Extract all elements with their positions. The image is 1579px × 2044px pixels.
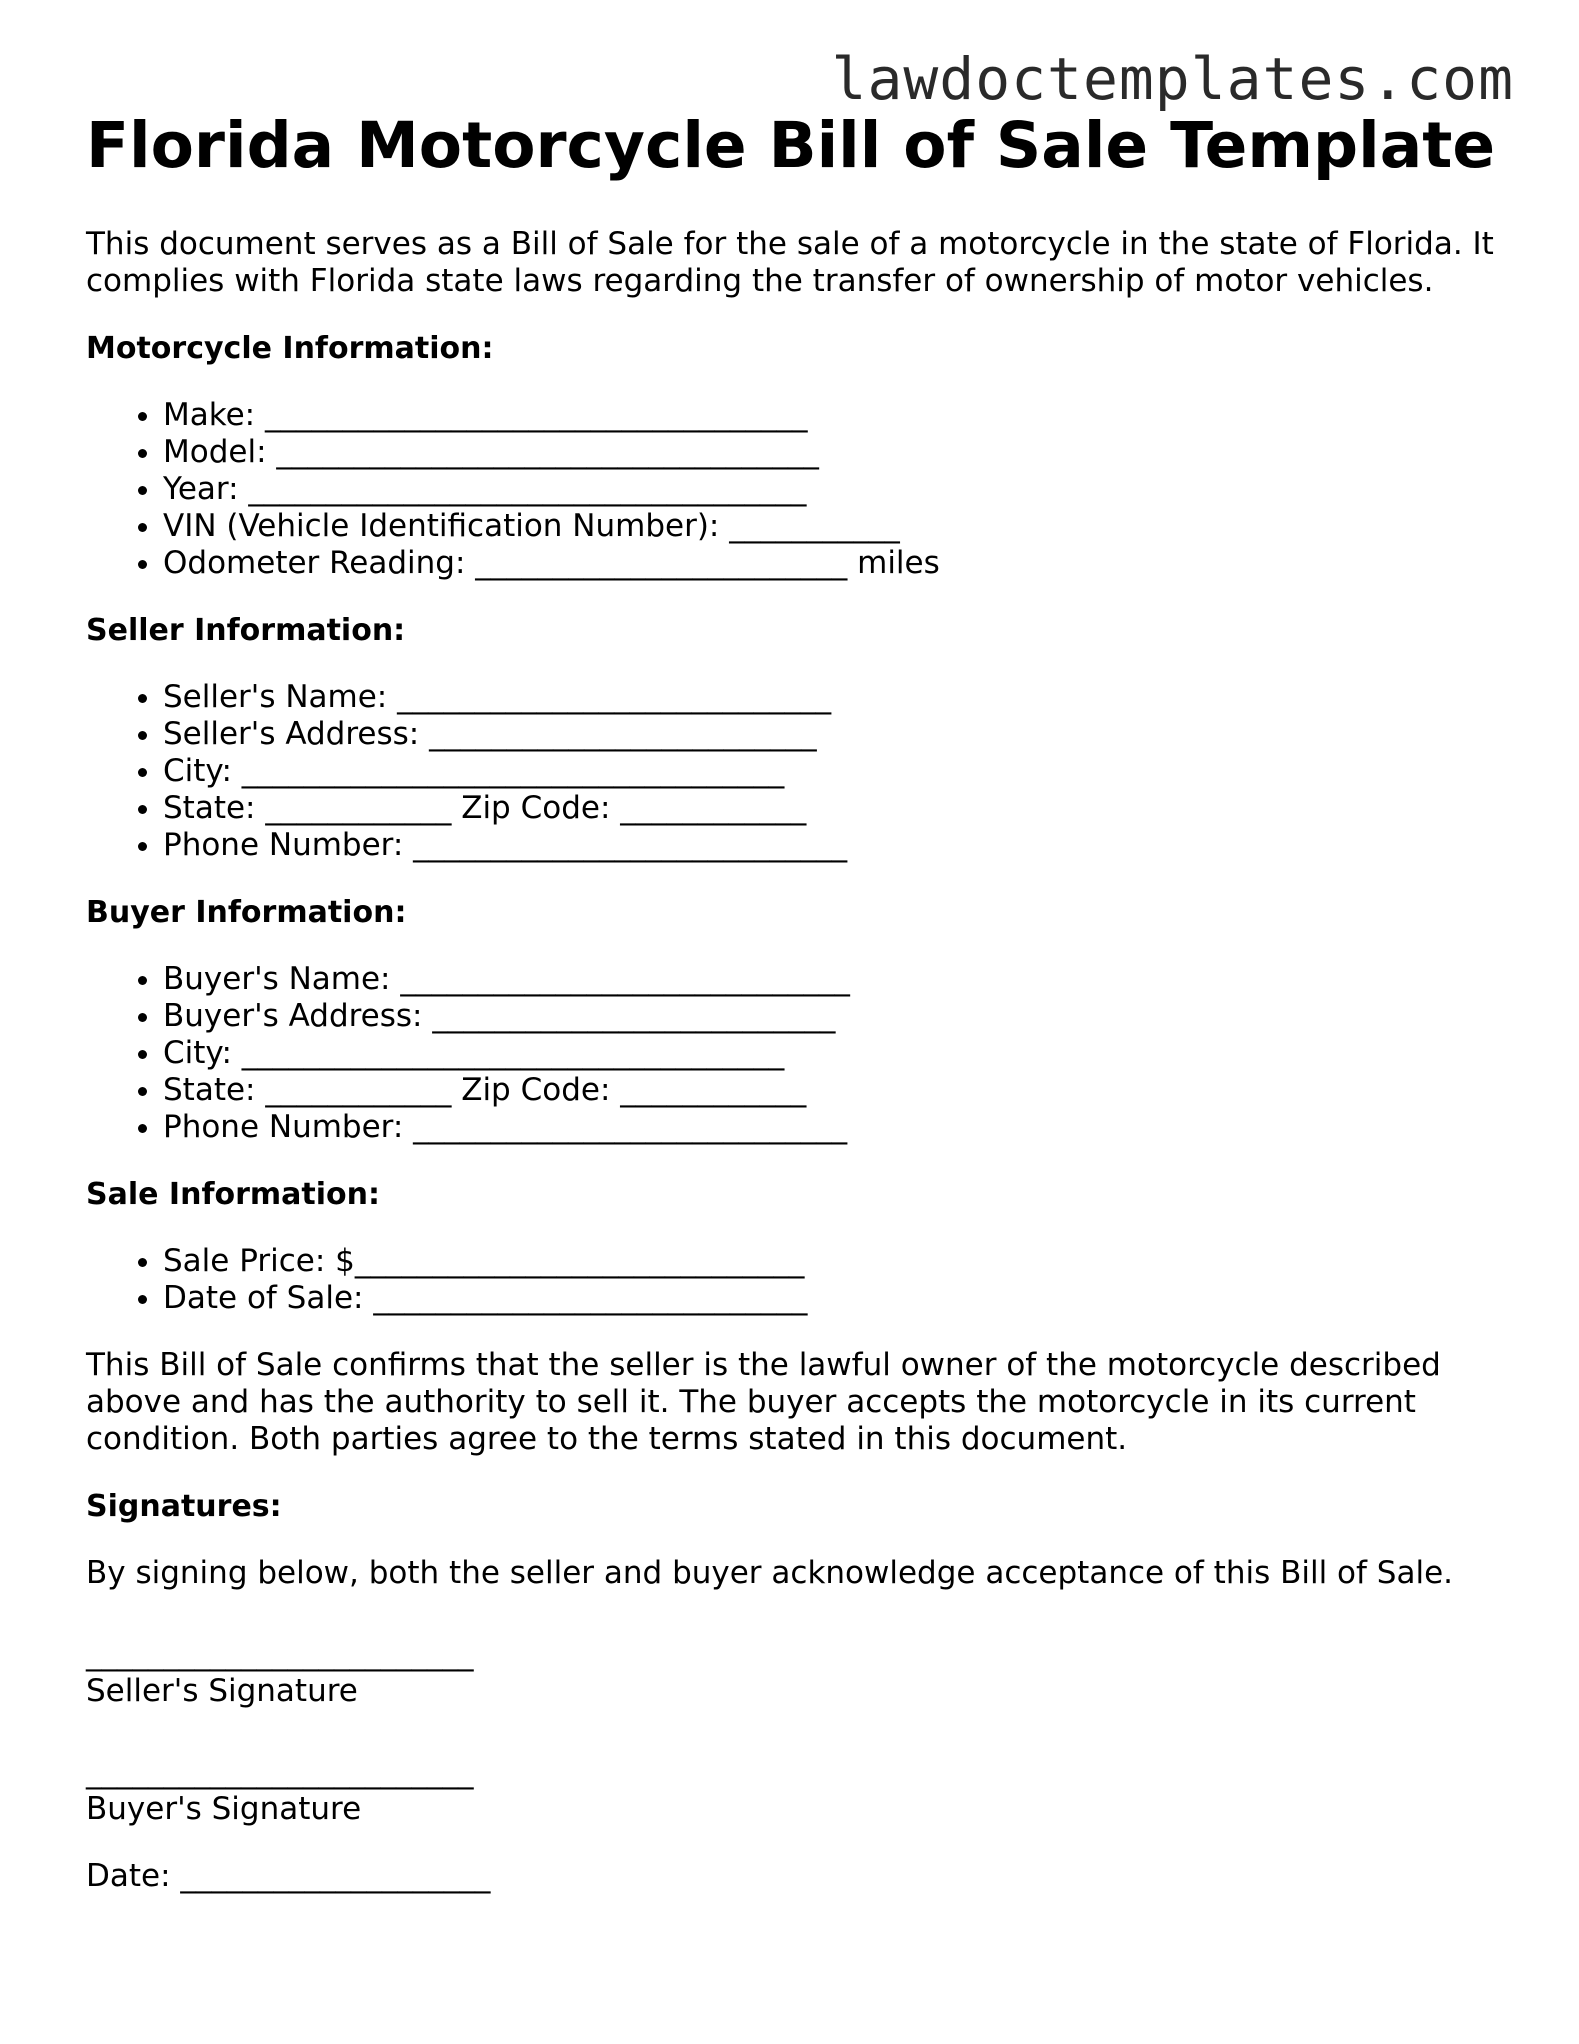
sale-date-field: • Date of Sale: ____________________________ xyxy=(163,1280,1506,1317)
sale-price-field: • Sale Price: $_____________________________ xyxy=(163,1243,1506,1280)
buyer-signature-line: _________________________ xyxy=(86,1754,474,1791)
model-field: • Model: ___________________________________ xyxy=(163,434,1506,471)
seller-signature-label: Seller's Signature xyxy=(86,1673,358,1710)
make-field: • Make: ___________________________________ xyxy=(163,397,1506,434)
sale-info-heading: Sale Information: xyxy=(86,1177,380,1213)
buyer-signature-label: Buyer's Signature xyxy=(86,1791,362,1828)
seller-address-field: • Seller's Address: _________________________ xyxy=(163,716,1506,753)
buyer-state-zip-field: • State: ____________ Zip Code: ____________ xyxy=(163,1072,1506,1109)
seller-city-field: • City: ___________________________________ xyxy=(163,753,1506,790)
seller-name-field: • Seller's Name: ____________________________ xyxy=(163,679,1506,716)
seller-signature-block xyxy=(86,1636,1506,1710)
sale-info-list xyxy=(86,1243,1506,1317)
motorcycle-info-heading: Motorcycle Information: xyxy=(86,331,494,367)
seller-signature-line: _________________________ xyxy=(86,1636,474,1673)
document-page xyxy=(86,110,1506,1895)
confirmation-paragraph: This Bill of Sale confirms that the seller is the lawful owner of the motorcycle described above and has the authority to sell it. The buyer accepts the motorcycle in its current condition. Both parties agree to the terms stated in this document. xyxy=(86,1347,1441,1458)
seller-phone-field: • Phone Number: ____________________________ xyxy=(163,827,1506,864)
seller-info-list xyxy=(86,679,1506,864)
intro-paragraph: This document serves as a Bill of Sale for the sale of a motorcycle in the state of Florida. It complies with Florida state laws regarding the transfer of ownership of motor vehicles. xyxy=(86,226,1494,300)
signatures-heading: Signatures: xyxy=(86,1489,282,1525)
buyer-name-field: • Buyer's Name: _____________________________ xyxy=(163,961,1506,998)
buyer-city-field: • City: ___________________________________ xyxy=(163,1035,1506,1072)
buyer-signature-block xyxy=(86,1754,1506,1828)
buyer-info-heading: Buyer Information: xyxy=(86,895,407,931)
seller-info-heading: Seller Information: xyxy=(86,613,406,649)
motorcycle-info-list xyxy=(86,397,1506,582)
vin-field: • VIN (Vehicle Identification Number): ___________ xyxy=(163,508,1506,545)
odometer-field: • Odometer Reading: ________________________ miles xyxy=(163,545,1506,582)
seller-state-zip-field: • State: ____________ Zip Code: ____________ xyxy=(163,790,1506,827)
buyer-info-list xyxy=(86,961,1506,1146)
page-title: Florida Motorcycle Bill of Sale Template xyxy=(86,109,1496,182)
year-field: • Year: ____________________________________ xyxy=(163,471,1506,508)
buyer-address-field: • Buyer's Address: __________________________ xyxy=(163,998,1506,1035)
signatures-statement: By signing below, both the seller and buyer acknowledge acceptance of this Bill of Sale. xyxy=(86,1555,1453,1592)
signature-date-field: Date: ____________________ xyxy=(86,1858,491,1895)
buyer-phone-field: • Phone Number: ____________________________ xyxy=(163,1109,1506,1146)
watermark: lawdoctemplates.com xyxy=(831,45,1514,113)
